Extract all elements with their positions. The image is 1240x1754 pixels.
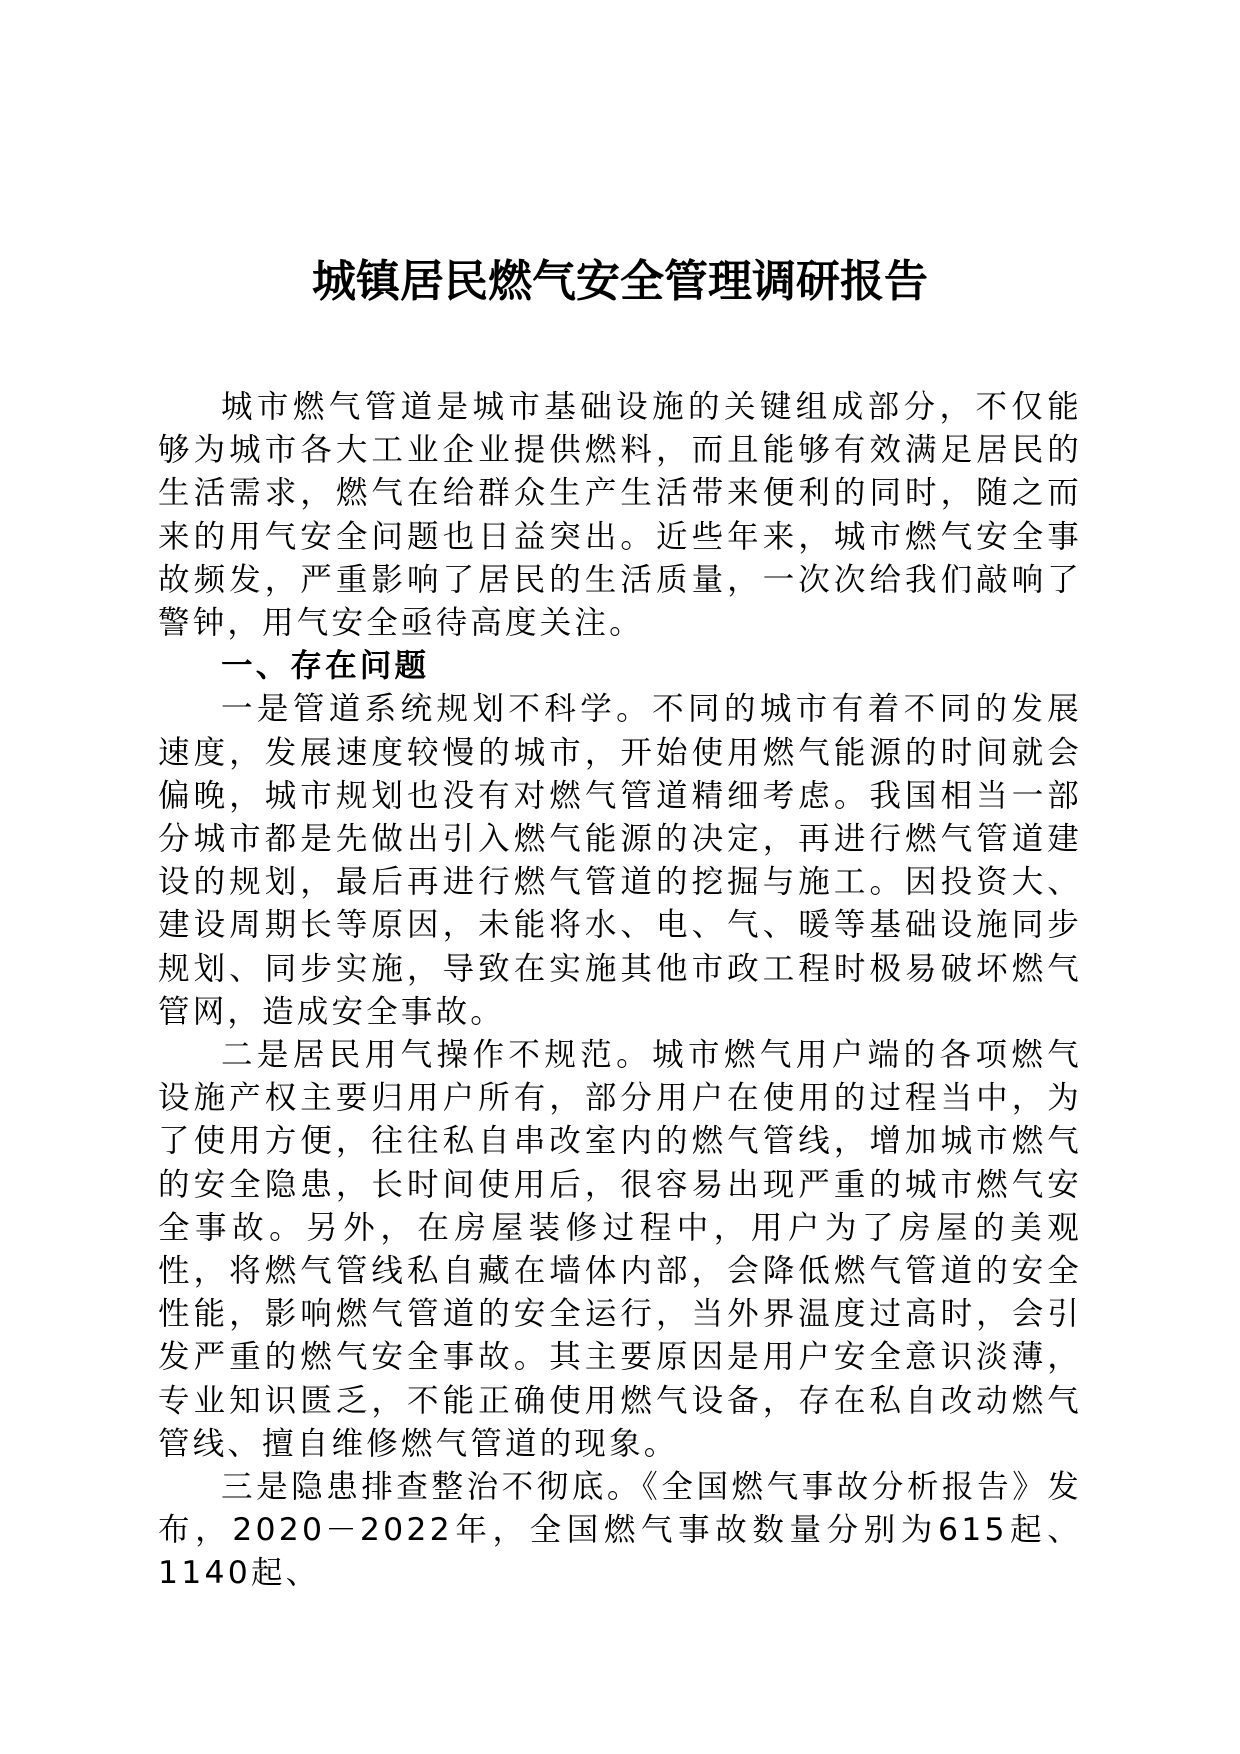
intro-paragraph: 城市燃气管道是城市基础设施的关键组成部分，不仅能够为城市各大工业企业提供燃料，而且能够有效满足居民的生活需求，燃气在给群众生产生活带来便利的同时，随之而来的用气安全问题也日益突出。近些年来，城市燃气安全事故频发，严重影响了居民的生活质量，一次次给我们敲响了警钟，用气安全亟待高度关注。: [158, 389, 1082, 642]
paragraph-pipeline-planning: 一是管道系统规划不科学。不同的城市有着不同的发展速度，发展速度较慢的城市，开始使用燃气能源的时间就会偏晚，城市规划也没有对燃气管道精细考虑。我国相当一部分城市都是先做出引入燃气能源的决定，再进行燃气管道建设的规划，最后再进行燃气管道的挖掘与施工。因投资大、建设周期长等原因，未能将水、电、气、暖等基础设施同步规划、同步实施，导致在实施其他市政工程时极易破坏燃气管网，造成安全事故。: [158, 691, 1082, 1030]
paragraph-resident-operation: 二是居民用气操作不规范。城市燃气用户端的各项燃气设施产权主要归用户所有，部分用户在使用的过程当中，为了使用方便，往往私自串改室内的燃气管线，增加城市燃气的安全隐患，长时间使用后，很容易出现严重的城市燃气安全事故。另外，在房屋装修过程中，用户为了房屋的美观性，将燃气管线私自藏在墙体内部，会降低燃气管道的安全性能，影响燃气管道的安全运行，当外界温度过高时，会引发严重的燃气安全事故。其主要原因是用户安全意识淡薄，专业知识匮乏，不能正确使用燃气设备，存在私自改动燃气管线、擅自维修燃气管道的现象。: [158, 1037, 1082, 1462]
document-title: 城镇居民燃气安全管理调研报告: [312, 256, 928, 307]
paragraph-hazard-inspection: 三是隐患排查整治不彻底。《全国燃气事故分析报告》发布，2020－2022年，全国燃气事故数量分别为615起、1140起、: [158, 1469, 1082, 1592]
document-body: [158, 386, 1082, 1596]
section-heading: 一、存在问题: [221, 648, 430, 685]
